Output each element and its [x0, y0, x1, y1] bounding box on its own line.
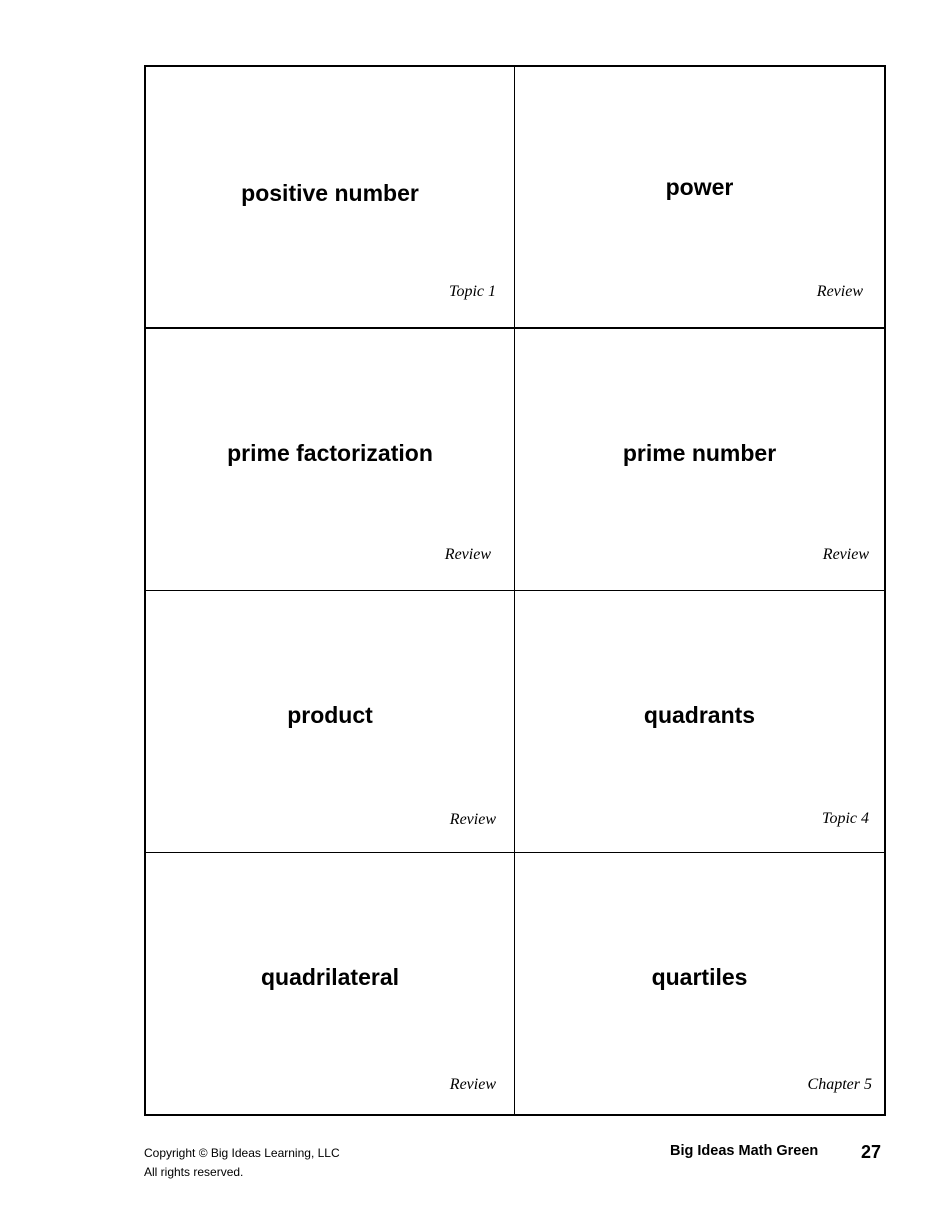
flashcard [146, 329, 515, 591]
flashcard [146, 67, 515, 329]
copyright-line: Copyright © Big Ideas Learning, LLC [144, 1146, 340, 1160]
flashcard-source: Chapter 5 [807, 1076, 872, 1093]
book-title: Big Ideas Math Green [670, 1143, 819, 1159]
flashcard-source: Review [816, 283, 863, 300]
flashcard-grid [144, 65, 886, 1116]
flashcard [146, 853, 515, 1114]
copyright-notice [144, 1144, 340, 1182]
flashcard-source: Topic 4 [822, 810, 869, 827]
page-number: 27 [861, 1142, 882, 1162]
flashcard [146, 591, 515, 853]
flashcard-source: Review [822, 546, 869, 563]
flashcard-term: positive number [241, 180, 419, 206]
flashcard-source: Review [449, 1076, 496, 1093]
flashcard-term: product [287, 702, 373, 728]
flashcard [515, 329, 884, 591]
flashcard-term: quadrilateral [260, 964, 400, 990]
flashcard-source: Review [449, 811, 496, 828]
flashcard-source: Review [444, 546, 491, 563]
flashcard [515, 591, 884, 853]
flashcard-term: prime number [622, 440, 777, 466]
rights-line: All rights reserved. [144, 1165, 244, 1179]
flashcard [515, 853, 884, 1114]
flashcard-term: prime factorization [227, 440, 433, 466]
flashcard-source: Topic 1 [449, 283, 496, 300]
flashcard-term: quartiles [651, 964, 748, 990]
flashcard-term: quadrants [643, 702, 756, 728]
flashcard-term: power [665, 174, 734, 200]
flashcard [515, 67, 884, 329]
